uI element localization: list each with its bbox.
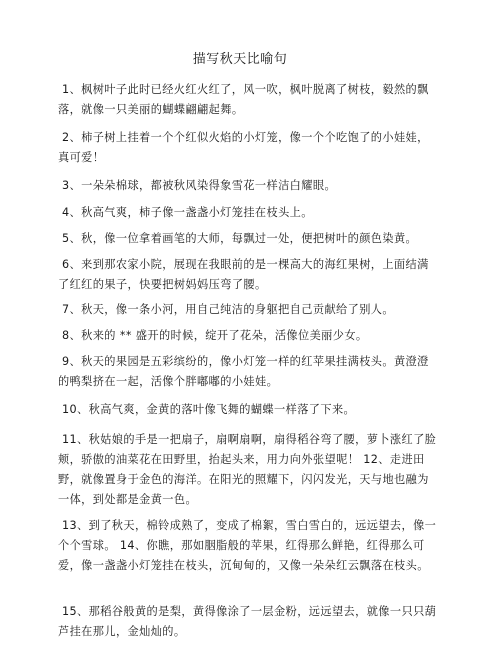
- paragraph-11: 11、秋姑娘的手是一把扇子，扇啊扇啊，扇得稻谷弯了腰，萝卜涨红了脸颊，骄傲的油菜花在田野里，抬起头来，用力向外张望呢！ 12、走进田野，就像置身于金色的海洋。在阳光的照耀下，闪闪发光，天与地也融为一体，到处都是金黄一色。: [58, 433, 437, 506]
- paragraph-10: 10、秋高气爽，金黄的落叶像飞舞的蝴蝶一样落了下来。: [62, 403, 356, 416]
- paragraph-3: 3、一朵朵棉球，都被秋风染得象雪花一样洁白耀眼。: [62, 179, 337, 192]
- paragraph-5: 5、秋，像一位拿着画笔的大师，每飘过一处，便把树叶的颜色染黄。: [62, 232, 418, 245]
- paragraph-13: 13、到了秋天，棉铃成熟了，变成了棉絮，雪白雪白的，远远望去，像一个个雪球。 14、你瞧，那如胭脂般的苹果，红得那么鲜艳，红得那么可爱，像一盏盏小灯笼挂在枝头，沉甸甸的，又像一朵朵红云飘落在枝头。: [58, 519, 437, 572]
- paragraph-7: 7、秋天，像一条小河，用自己纯洁的身躯把自己贡献给了别人。: [62, 303, 394, 316]
- document-title: 描写秋天比喻句: [192, 52, 288, 67]
- paragraph-2: 2、柿子树上挂着一个个红似火焰的小灯笼，像一个个吃饱了的小娃娃，真可爱！: [58, 131, 429, 164]
- paragraph-15: 15、那稻谷般黄的是梨，黄得像涂了一层金粉，远远望去，就像一只只葫芦挂在那儿，金灿灿的。: [58, 605, 437, 638]
- paragraph-6: 6、来到那农家小院，展现在我眼前的是一棵高大的海红果树，上面结满了红红的果子，快要把树妈妈压弯了腰。: [58, 258, 429, 291]
- paragraph-1: 1、枫树叶子此时已经火红火红了，风一吹，枫叶脱离了树枝，毅然的飘落，就像一只美丽的蝴蝶翩翩起舞。: [58, 83, 429, 116]
- paragraph-8: 8、秋来的 ** 盛开的时候，绽开了花朵，活像位美丽少女。: [62, 329, 368, 342]
- paragraph-4: 4、秋高气爽，柿子像一盏盏小灯笼挂在枝头上。: [62, 206, 313, 219]
- paragraph-9: 9、秋天的果园是五彩缤纷的，像小灯笼一样的红苹果挂满枝头。黄澄澄的鸭梨挤在一起，活像个胖嘟嘟的小娃娃。: [58, 355, 429, 388]
